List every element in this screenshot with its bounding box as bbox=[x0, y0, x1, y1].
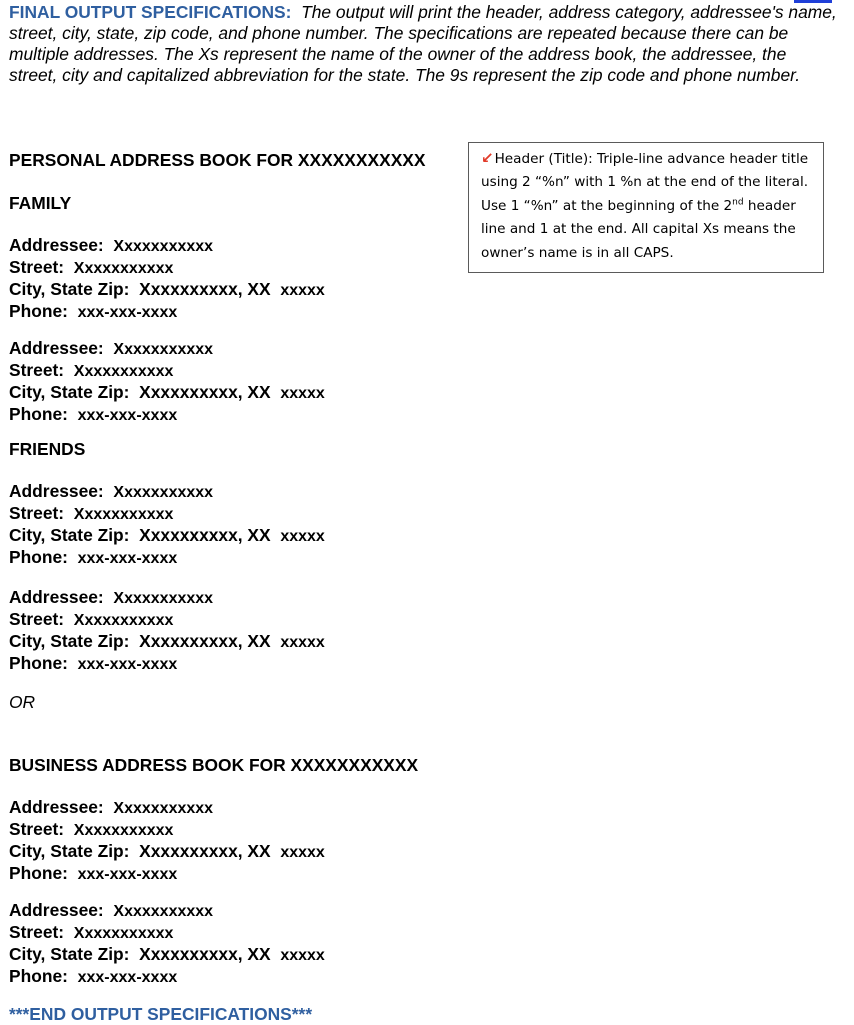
street-label: Street: bbox=[9, 257, 65, 277]
zip-value: xxxxx bbox=[280, 844, 325, 861]
addressee-value: Xxxxxxxxxxx bbox=[113, 903, 214, 920]
end-specifications: ***END OUTPUT SPECIFICATIONS*** bbox=[9, 1004, 313, 1024]
city-line bbox=[9, 944, 325, 966]
city-label: City, State Zip: bbox=[9, 841, 130, 861]
addressee-value: Xxxxxxxxxxx bbox=[113, 341, 214, 358]
city-value: Xxxxxxxxxx, XX bbox=[139, 525, 271, 545]
addressee-label: Addressee: bbox=[9, 235, 104, 255]
city-label: City, State Zip: bbox=[9, 525, 130, 545]
addressee-label: Addressee: bbox=[9, 900, 104, 920]
street-value: Xxxxxxxxxxx bbox=[73, 822, 174, 839]
city-line bbox=[9, 631, 325, 653]
city-value: Xxxxxxxxxx, XX bbox=[139, 631, 271, 651]
addressee-line bbox=[9, 797, 325, 819]
phone-line bbox=[9, 966, 325, 988]
zip-value: xxxxx bbox=[280, 385, 325, 402]
street-label: Street: bbox=[9, 922, 65, 942]
phone-line bbox=[9, 404, 325, 426]
city-label: City, State Zip: bbox=[9, 279, 130, 299]
comment-superscript: nd bbox=[732, 197, 744, 208]
addressee-line bbox=[9, 338, 325, 360]
phone-label: Phone: bbox=[9, 966, 68, 986]
street-value: Xxxxxxxxxxx bbox=[73, 260, 174, 277]
addressee-line bbox=[9, 481, 325, 503]
address-entry bbox=[9, 797, 325, 885]
street-label: Street: bbox=[9, 503, 65, 523]
phone-value: xxx-xxx-xxxx bbox=[77, 304, 178, 321]
phone-label: Phone: bbox=[9, 863, 68, 883]
city-value: Xxxxxxxxxx, XX bbox=[139, 279, 271, 299]
review-comment bbox=[468, 142, 824, 273]
phone-value: xxx-xxx-xxxx bbox=[77, 969, 178, 986]
comment-text-end: header line and 1 at the end. All capital Xs means the owner’s name is in all CAPS. bbox=[481, 197, 796, 261]
addressee-line bbox=[9, 900, 325, 922]
phone-label: Phone: bbox=[9, 653, 68, 673]
city-value: Xxxxxxxxxx, XX bbox=[139, 841, 271, 861]
street-value: Xxxxxxxxxxx bbox=[73, 363, 174, 380]
street-value: Xxxxxxxxxxx bbox=[73, 506, 174, 523]
addressee-value: Xxxxxxxxxxx bbox=[113, 800, 214, 817]
street-value: Xxxxxxxxxxx bbox=[73, 925, 174, 942]
phone-line bbox=[9, 863, 325, 885]
family-label: FAMILY bbox=[9, 193, 72, 213]
city-value: Xxxxxxxxxx, XX bbox=[139, 382, 271, 402]
addressee-label: Addressee: bbox=[9, 481, 104, 501]
street-value: Xxxxxxxxxxx bbox=[73, 612, 174, 629]
friends-label: FRIENDS bbox=[9, 439, 86, 459]
addressee-value: Xxxxxxxxxxx bbox=[113, 238, 214, 255]
street-line bbox=[9, 609, 325, 631]
addressee-label: Addressee: bbox=[9, 587, 104, 607]
addressee-label: Addressee: bbox=[9, 338, 104, 358]
address-entry bbox=[9, 235, 325, 323]
city-line bbox=[9, 279, 325, 301]
business-header: BUSINESS ADDRESS BOOK FOR XXXXXXXXXXX bbox=[9, 755, 419, 775]
city-label: City, State Zip: bbox=[9, 382, 130, 402]
address-entry bbox=[9, 481, 325, 569]
addressee-label: Addressee: bbox=[9, 797, 104, 817]
city-line bbox=[9, 525, 325, 547]
phone-label: Phone: bbox=[9, 301, 68, 321]
reply-arrow-icon: ↙ bbox=[481, 149, 494, 167]
zip-value: xxxxx bbox=[280, 528, 325, 545]
zip-value: xxxxx bbox=[280, 634, 325, 651]
street-line bbox=[9, 819, 325, 841]
street-label: Street: bbox=[9, 360, 65, 380]
city-label: City, State Zip: bbox=[9, 944, 130, 964]
street-line bbox=[9, 922, 325, 944]
city-value: Xxxxxxxxxx, XX bbox=[139, 944, 271, 964]
street-line bbox=[9, 360, 325, 382]
city-label: City, State Zip: bbox=[9, 631, 130, 651]
intro-label: FINAL OUTPUT SPECIFICATIONS: bbox=[9, 2, 292, 22]
addressee-line bbox=[9, 235, 325, 257]
street-label: Street: bbox=[9, 609, 65, 629]
phone-line bbox=[9, 547, 325, 569]
comment-text-start: Header (Title): Triple-line advance header title using 2 “%n” with 1 %n at the end of the literal. Use 1 “%n” at the beginning of the 2 bbox=[481, 151, 809, 214]
street-line bbox=[9, 503, 325, 525]
phone-label: Phone: bbox=[9, 547, 68, 567]
address-entry bbox=[9, 587, 325, 675]
phone-label: Phone: bbox=[9, 404, 68, 424]
address-entry bbox=[9, 338, 325, 426]
street-line bbox=[9, 257, 325, 279]
intro-paragraph bbox=[9, 2, 839, 86]
phone-line bbox=[9, 653, 325, 675]
phone-line bbox=[9, 301, 325, 323]
intro-text: The output will print the header, address category, addressee's name, street, city, state, zip code, and phone number. The specifications are repeated because there can be multiple addresses. The Xs represent the name of the owner of the address book, the addressee, the street, city and capitalized abbreviation for the state. The 9s represent the zip code and phone number. bbox=[9, 2, 837, 85]
city-line bbox=[9, 841, 325, 863]
city-line bbox=[9, 382, 325, 404]
zip-value: xxxxx bbox=[280, 282, 325, 299]
phone-value: xxx-xxx-xxxx bbox=[77, 656, 178, 673]
phone-value: xxx-xxx-xxxx bbox=[77, 866, 178, 883]
addressee-value: Xxxxxxxxxxx bbox=[113, 590, 214, 607]
zip-value: xxxxx bbox=[280, 947, 325, 964]
addressee-line bbox=[9, 587, 325, 609]
or-separator: OR bbox=[9, 692, 36, 712]
address-entry bbox=[9, 900, 325, 988]
phone-value: xxx-xxx-xxxx bbox=[77, 550, 178, 567]
addressee-value: Xxxxxxxxxxx bbox=[113, 484, 214, 501]
personal-header: PERSONAL ADDRESS BOOK FOR XXXXXXXXXXX bbox=[9, 150, 426, 170]
phone-value: xxx-xxx-xxxx bbox=[77, 407, 178, 424]
street-label: Street: bbox=[9, 819, 65, 839]
